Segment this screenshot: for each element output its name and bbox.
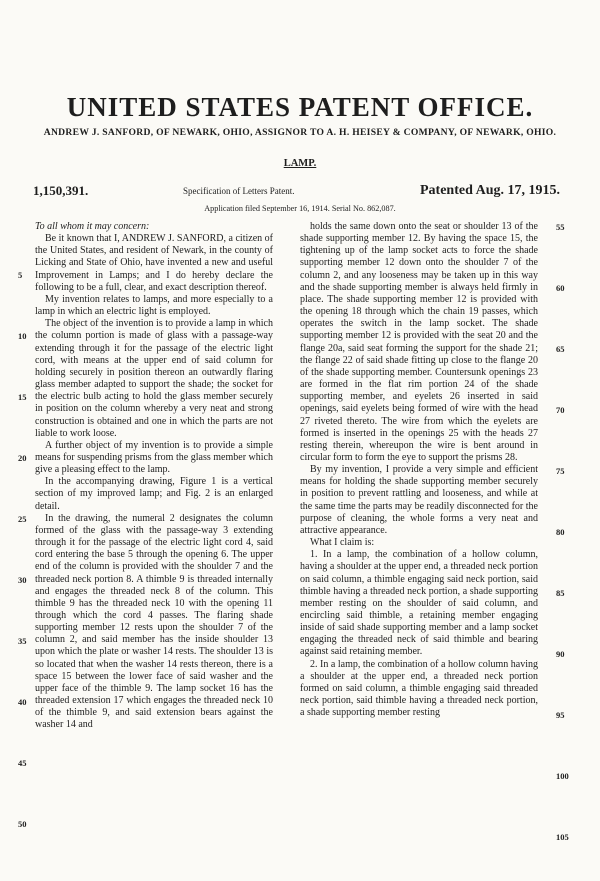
line-number: 15 <box>18 392 27 402</box>
application-filed: Application filed September 16, 1914. Serial No. 862,087. <box>204 204 396 213</box>
line-number: 85 <box>556 588 565 598</box>
line-number: 35 <box>18 636 27 646</box>
line-number: 50 <box>18 819 27 829</box>
line-number: 75 <box>556 466 565 476</box>
assignor-line: ANDREW J. SANFORD, OF NEWARK, OHIO, ASSIGNOR TO A. H. HEISEY & COMPANY, OF NEWARK, OHIO. <box>43 127 557 138</box>
paragraph: Be it known that I, ANDREW J. SANFORD, a citizen of the United States, and resident of Newark, in the county of Licking and State of Ohio, have invented a new and useful Improvement in Lamps; and I do hereby declare the following to be a full, clear, and exact description thereof. <box>35 233 273 293</box>
paragraph: In the drawing, the numeral 2 designates the column formed of the glass with the passage-way 3 extending through it for the passage of the electric light cord 4, said cord entering the base 5 through the opening 6. The upper end of the column is provided with the shoulder 7 and the threaded neck portion 8. A thimble 9 is threaded internally and engages the threaded neck 8 of the column. This thimble 9 has the threaded neck 10 with the opening 11 through which the cord 4 passes. The flaring shade supporting member 12 rests upon the shoulder 7 of the column 2, and said member has the inside shoulder 13 upon which the plate or washer 14 rests. The shoulder 13 is so located that when the washer 14 rests thereon, there is a space 15 between the lower face of said washer and the upper face of the thimble 9. The lamp socket 16 has the threaded extension 17 which engages the threaded neck 10 of the thimble 9, and said extension bears against the washer 14 and <box>35 512 273 731</box>
line-number: 80 <box>556 527 565 537</box>
specification-label: Specification of Letters Patent. <box>183 186 295 196</box>
line-number: 65 <box>556 344 565 354</box>
line-number: 10 <box>18 331 27 341</box>
claim-1: 1. In a lamp, the combination of a hollow column, having a shoulder at the upper end, a threaded neck portion on said column, a thimble engaging said neck portion, said thimble having a threaded neck portion, a shade supporting member resting on the shoulder of said column, and encircling said thimble, a retaining member engaging inside of said shade supporting member and a lamp socket engaging the threaded neck of said thimble and bearing against said retaining member. <box>300 549 538 658</box>
line-number: 20 <box>18 453 27 463</box>
line-number: 55 <box>556 222 565 232</box>
line-number: 30 <box>18 575 27 585</box>
paragraph: holds the same down onto the seat or shoulder 13 of the shade supporting member 12. By having the space 15, the tightening up of the lamp socket acts to force the shade supporting member 12 down onto the shoulder 7 of the column 2, and any looseness may be taken up in this way and the shade supporting member is always held firmly in place. The shade supporting member 12 is provided with the opening 18 through which the chain 19 passes, which operates the switch in the lamp socket. The shade supporting member 12 is provided with the seat 20 and the flange 20a, said seat forming the support for the shade 21; the flange 22 of said shade fitting up close to the flange 20 of the shade supporting member. Countersunk openings 23 are formed in the flat rim portion 24 of the shade supporting member, and eyelets 26 inserted in said openings, said eyelets being formed of wire with the head 27 riveted thereto. The wire from which the eyelets are formed is inserted in the openings 25 with the heads 27 resting therein, whereupon the wire is bent around in circular form to form the eye to support the prisms 28. <box>300 221 538 463</box>
paragraph: In the accompanying drawing, Figure 1 is a vertical section of my improved lamp; and Fig. 2 is an enlarged detail. <box>35 476 273 512</box>
claim-2: 2. In a lamp, the combination of a hollow column having a shoulder at the upper end, a threaded neck portion formed on said column, a thimble engaging said threaded neck portion, said thimble having a threaded neck portion, a shade supporting member resting <box>300 658 538 719</box>
subject-heading: LAMP. <box>283 158 317 169</box>
line-number: 105 <box>556 832 569 842</box>
line-number: 70 <box>556 405 565 415</box>
claims-heading: What I claim is: <box>310 537 375 549</box>
salutation: To all whom it may concern: <box>35 221 150 232</box>
paragraph: My invention relates to lamps, and more especially to a lamp in which an electric light is employed. <box>35 293 273 318</box>
paragraph: By my invention, I provide a very simple and efficient means for holding the shade supporting member securely in position to prevent rattling and looseness, and while at the same time the parts may be readily disconnected for the purpose of cleaning, the whole forms a very neat and attractive appearance. <box>300 464 538 536</box>
line-number: 100 <box>556 771 569 781</box>
patented-date: Patented Aug. 17, 1915. <box>420 183 560 198</box>
paragraph: A further object of my invention is to provide a simple means for suspending prisms from the glass member which give a pleasing effect to the lamp. <box>35 439 273 476</box>
patent-number: 1,150,391. <box>33 183 89 198</box>
line-number: 5 <box>18 270 23 280</box>
line-number: 95 <box>556 710 565 720</box>
patent-meta-row <box>33 183 560 201</box>
page-title: UNITED STATES PATENT OFFICE. <box>66 92 534 122</box>
line-number: 40 <box>18 697 27 707</box>
right-text-column <box>300 221 538 719</box>
line-number: 45 <box>18 758 27 768</box>
line-number: 25 <box>18 514 27 524</box>
line-number: 90 <box>556 649 565 659</box>
left-text-column <box>35 221 273 732</box>
paragraph: The object of the invention is to provide a lamp in which the column portion is made of glass with a passage-way extending through it for the passage of the electric light cord, with means at the upper end of said column for holding securely in position thereon an outwardly flaring glass member adapted to support the shade; the socket for the electric bulb acting to hold the glass member securely in position on the column whereby a very neat and strong construction is obtained and one in which the parts are not liable to work loose. <box>35 318 273 439</box>
line-number: 60 <box>556 283 565 293</box>
